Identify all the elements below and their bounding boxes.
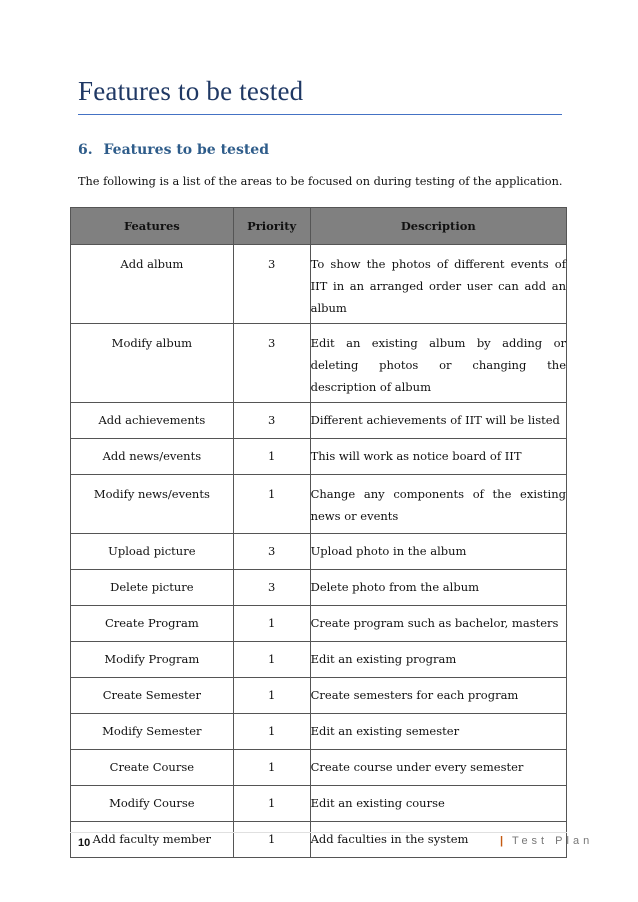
description-cell: Create semesters for each program: [310, 678, 566, 714]
table-row: [71, 475, 567, 534]
feature-cell: Modify news/events: [71, 475, 234, 534]
feature-cell: Create Semester: [71, 678, 234, 714]
priority-cell: 1: [233, 822, 310, 858]
table-row: [71, 714, 567, 750]
header-features: Features: [71, 208, 234, 245]
feature-cell: Modify Program: [71, 642, 234, 678]
page-title: Features to be tested: [78, 76, 304, 106]
feature-cell: Add faculty member: [71, 822, 234, 858]
table-body: [71, 245, 567, 858]
priority-cell: 1: [233, 786, 310, 822]
title-underline: [78, 114, 562, 115]
header-priority: Priority: [233, 208, 310, 245]
priority-cell: 3: [233, 403, 310, 439]
table-row: [71, 822, 567, 858]
feature-cell: Modify album: [71, 324, 234, 403]
footer-label: [500, 835, 593, 847]
table-row: [71, 750, 567, 786]
table-row: [71, 245, 567, 324]
section-heading: [78, 142, 269, 158]
description-cell: Create course under every semester: [310, 750, 566, 786]
intro-paragraph: The following is a list of the areas to be focused on during testing of the application.: [78, 175, 563, 188]
table-row: [71, 439, 567, 475]
description-cell: Edit an existing semester: [310, 714, 566, 750]
table-header-row: [71, 208, 567, 245]
priority-cell: 3: [233, 534, 310, 570]
table-row: [71, 403, 567, 439]
priority-cell: 3: [233, 570, 310, 606]
priority-cell: 1: [233, 606, 310, 642]
feature-cell: Modify Course: [71, 786, 234, 822]
description-cell: Edit an existing album by adding or deleting photos or changing the description of album: [310, 324, 566, 403]
feature-cell: Upload picture: [71, 534, 234, 570]
description-cell: Create program such as bachelor, masters: [310, 606, 566, 642]
priority-cell: 1: [233, 714, 310, 750]
priority-cell: 1: [233, 678, 310, 714]
section-number: 6.: [78, 142, 93, 158]
priority-cell: 1: [233, 439, 310, 475]
table-row: [71, 534, 567, 570]
features-table: [70, 207, 567, 858]
feature-cell: Modify Semester: [71, 714, 234, 750]
section-title: Features to be tested: [103, 142, 270, 158]
description-cell: Edit an existing program: [310, 642, 566, 678]
priority-cell: 1: [233, 475, 310, 534]
feature-cell: Delete picture: [71, 570, 234, 606]
priority-cell: 1: [233, 642, 310, 678]
description-cell: This will work as notice board of IIT: [310, 439, 566, 475]
description-cell: To show the photos of different events of IIT in an arranged order user can add an album: [310, 245, 566, 324]
table-row: [71, 678, 567, 714]
table-row: [71, 642, 567, 678]
feature-cell: Create Program: [71, 606, 234, 642]
description-cell: Add faculties in the system: [310, 822, 566, 858]
footer-doc-name: Test Plan: [511, 835, 594, 847]
priority-cell: 3: [233, 245, 310, 324]
footer-page-number: 10: [78, 837, 91, 849]
footer-divider: [70, 832, 567, 833]
footer-separator: |: [500, 835, 506, 847]
table-row: [71, 606, 567, 642]
table-row: [71, 324, 567, 403]
description-cell: Different achievements of IIT will be listed: [310, 403, 566, 439]
feature-cell: Add achievements: [71, 403, 234, 439]
feature-cell: Add news/events: [71, 439, 234, 475]
description-cell: Edit an existing course: [310, 786, 566, 822]
description-cell: Delete photo from the album: [310, 570, 566, 606]
table-row: [71, 786, 567, 822]
feature-cell: Create Course: [71, 750, 234, 786]
priority-cell: 3: [233, 324, 310, 403]
header-description: Description: [310, 208, 566, 245]
feature-cell: Add album: [71, 245, 234, 324]
priority-cell: 1: [233, 750, 310, 786]
description-cell: Upload photo in the album: [310, 534, 566, 570]
description-cell: Change any components of the existing news or events: [310, 475, 566, 534]
table-row: [71, 570, 567, 606]
